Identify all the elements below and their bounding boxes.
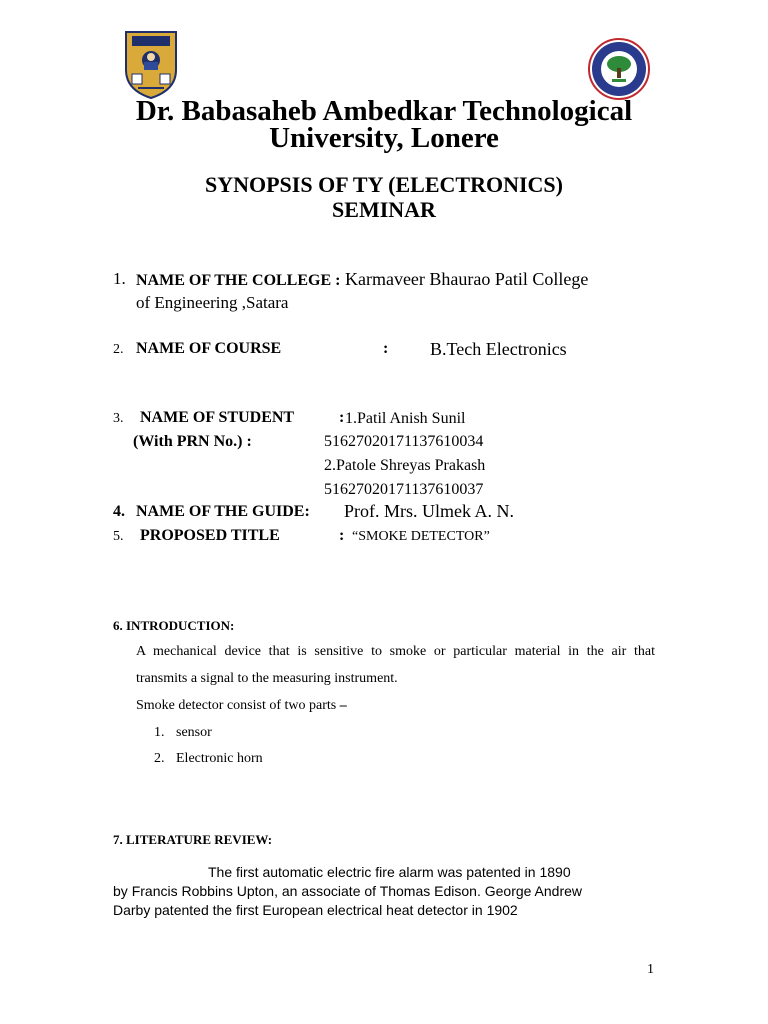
student-label: NAME OF STUDENT [140, 409, 295, 426]
item-number-title: 5. [113, 529, 124, 544]
item-number-college: 1. [113, 269, 126, 288]
literature-text: in 1902 [467, 902, 518, 918]
link-thomas-edison[interactable]: Thomas Edison [379, 883, 477, 899]
title-value: “SMOKE DETECTOR” [352, 529, 490, 544]
link-francis-robbins-upton[interactable]: Francis Robbins Upton [131, 883, 275, 899]
guide-value: Prof. Mrs. Ulmek A. N. [344, 501, 514, 521]
college-emblem-icon [588, 38, 650, 100]
introduction-heading: 6. INTRODUCTION: [113, 618, 235, 633]
list-item [154, 751, 165, 767]
list-item-number: 1. [154, 725, 165, 740]
student-prn-1: 51627020171137610034 [324, 433, 484, 450]
introduction-paragraph-line1: A mechanical device that is sensitive to smoke or particular material in the air that [136, 644, 655, 659]
parts-dash: – [339, 698, 347, 713]
item-number-guide: 4. [113, 503, 125, 520]
university-crest-icon [124, 30, 178, 100]
college-value-line1: Karmaveer Bhaurao Patil College [340, 269, 589, 289]
synopsis-title-line2: SEMINAR [332, 197, 436, 222]
college-row [136, 269, 588, 290]
list-item-text: sensor [176, 725, 212, 740]
literature-text: , an associate of [274, 883, 380, 899]
literature-line2 [113, 883, 582, 899]
student-name-1: 1.Patil Anish Sunil [345, 410, 466, 427]
course-colon: : [383, 340, 389, 357]
literature-line3 [113, 902, 518, 918]
parts-text: Smoke detector consist of two parts [136, 698, 340, 713]
item-number-student: 3. [113, 411, 124, 426]
link-heat-detector[interactable]: heat detector [386, 902, 468, 918]
college-label: NAME OF THE COLLEGE : [136, 272, 341, 289]
synopsis-title-line1: SYNOPSIS OF TY (ELECTRONICS) [205, 172, 563, 197]
introduction-parts-line [136, 698, 347, 714]
student-prn-2: 51627020171137610037 [324, 481, 484, 498]
introduction-paragraph-line2: transmits a signal to the measuring instrument. [136, 671, 398, 686]
title-label: PROPOSED TITLE [140, 527, 280, 544]
college-value-line2: of Engineering ,Satara [136, 293, 289, 312]
item-number-course: 2. [113, 342, 124, 357]
literature-text: . George Andrew [476, 883, 583, 899]
literature-heading: 7. LITERATURE REVIEW: [113, 832, 273, 847]
student-name-2: 2.Patole Shreyas Prakash [324, 457, 486, 474]
course-label: NAME OF COURSE [136, 340, 282, 357]
page-number: 1 [647, 962, 654, 977]
title-colon: : [339, 527, 345, 544]
student-colon: : [339, 409, 345, 426]
list-item [154, 725, 165, 741]
student-prn-label: (With PRN No.) : [133, 433, 252, 450]
list-item-number: 2. [154, 751, 165, 766]
university-name-line1: Dr. Babasaheb Ambedkar Technological [135, 95, 633, 127]
literature-line1: The first automatic electric fire alarm was patented in 1890 [208, 864, 571, 880]
course-value: B.Tech Electronics [430, 339, 567, 359]
literature-text: by [113, 883, 132, 899]
list-item-text: Electronic horn [176, 751, 263, 766]
university-name-line2: University, Lonere [269, 122, 499, 154]
literature-text: Darby patented the first European electrical [113, 902, 387, 918]
guide-label: NAME OF THE GUIDE: [136, 503, 310, 520]
